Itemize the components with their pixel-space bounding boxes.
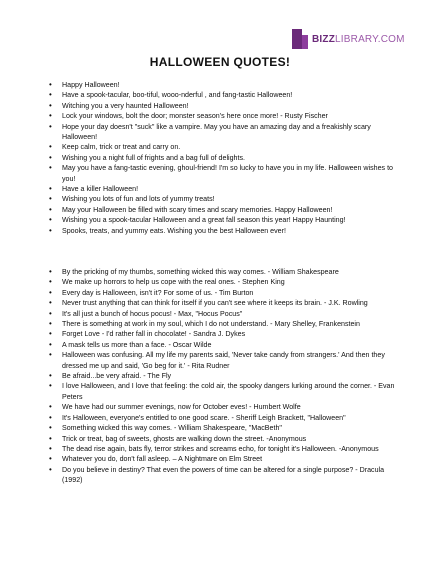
- quote-item: • I love Halloween, and I love that feeling: the cold air, the spooky dangers lurking around the corner. - Evan Peters: [62, 381, 402, 402]
- bizzlibrary-logo-icon: [292, 29, 308, 49]
- quote-item: • Witching you a very haunted Halloween!: [62, 101, 402, 111]
- quote-item: • Wishing you lots of fun and lots of yummy treats!: [62, 194, 402, 204]
- quote-item: • By the pricking of my thumbs, something wicked this way comes. - William Shakespeare: [62, 267, 402, 277]
- quote-item: • Wishing you a spook-tacular Halloween and a great fall season this year! Happy Haunting!: [62, 215, 402, 225]
- quote-item: • A mask tells us more than a face. - Oscar Wilde: [62, 340, 402, 350]
- quote-list-greetings: [62, 80, 402, 236]
- quote-item: • Halloween was confusing. All my life my parents said, 'Never take candy from strangers.' And then they dressed me up and said, 'Go beg for it.' - Rita Rudner: [62, 350, 402, 371]
- quote-item: • Every day is Halloween, isn't it? For some of us. - Tim Burton: [62, 288, 402, 298]
- quote-item: • Have a killer Halloween!: [62, 184, 402, 194]
- quote-item: • We make up horrors to help us cope with the real ones. - Stephen King: [62, 277, 402, 287]
- quote-item: • Keep calm, trick or treat and carry on.: [62, 142, 402, 152]
- quote-item: • Happy Halloween!: [62, 80, 402, 90]
- logo-brand-bold: BIZZ: [312, 33, 336, 45]
- quote-item: • Forget Love - I'd rather fall in chocolate! - Sandra J. Dykes: [62, 329, 402, 339]
- quote-item: • The dead rise again, bats fly, terror strikes and screams echo, for tonight it's Halloween. -Anonymous: [62, 444, 402, 454]
- quote-item: • There is something at work in my soul, which I do not understand. - Mary Shelley, Frankenstein: [62, 319, 402, 329]
- quote-item: • Spooks, treats, and yummy eats. Wishing you the best Halloween ever!: [62, 226, 402, 236]
- bizzlibrary-logo[interactable]: [292, 28, 405, 50]
- quote-item: • We have had our summer evenings, now for October eves! - Humbert Wolfe: [62, 402, 402, 412]
- quote-item: • It's all just a bunch of hocus pocus! - Max, "Hocus Pocus": [62, 309, 402, 319]
- quote-item: • Lock your windows, bolt the door; monster season's here once more! - Rusty Fischer: [62, 111, 402, 121]
- quote-item: • May you have a fang-tastic evening, ghoul-friend! I'm so lucky to have you in my life. Halloween wishes to you!: [62, 163, 402, 184]
- quote-item: • It's Halloween, everyone's entitled to one good scare. - Sheriff Leigh Brackett, "Halloween": [62, 413, 402, 423]
- quote-item: • Do you believe in destiny? That even the powers of time can be altered for a single purpose? - Dracula (1992): [62, 465, 402, 486]
- quote-item: • Trick or treat, bag of sweets, ghosts are walking down the street. -Anonymous: [62, 434, 402, 444]
- quote-item: • May your Halloween be filled with scary times and scary memories. Happy Halloween!: [62, 205, 402, 215]
- quote-item: • Something wicked this way comes. - William Shakespeare, "MacBeth": [62, 423, 402, 433]
- quote-item: • Have a spook-tacular, boo-tiful, wooo-nderful , and fang-tastic Halloween!: [62, 90, 402, 100]
- quote-item: • Be afraid...be very afraid. - The Fly: [62, 371, 402, 381]
- quote-item: • Hope your day doesn't "suck" like a vampire. May you have an amazing day and a freakishly scary Halloween!: [62, 122, 402, 143]
- page-title: HALLOWEEN QUOTES!: [149, 55, 291, 69]
- logo-text: [312, 34, 405, 45]
- quote-item: • Whatever you do, don't fall asleep. – A Nightmare on Elm Street: [62, 454, 402, 464]
- quote-list-famous: [62, 267, 402, 486]
- logo-brand-light: LIBRARY.COM: [335, 33, 405, 45]
- quote-item: • Never trust anything that can think for itself if you can't see where it keeps its brain. - J.K. Rowling: [62, 298, 402, 308]
- quote-item: • Wishing you a night full of frights and a bag full of delights.: [62, 153, 402, 163]
